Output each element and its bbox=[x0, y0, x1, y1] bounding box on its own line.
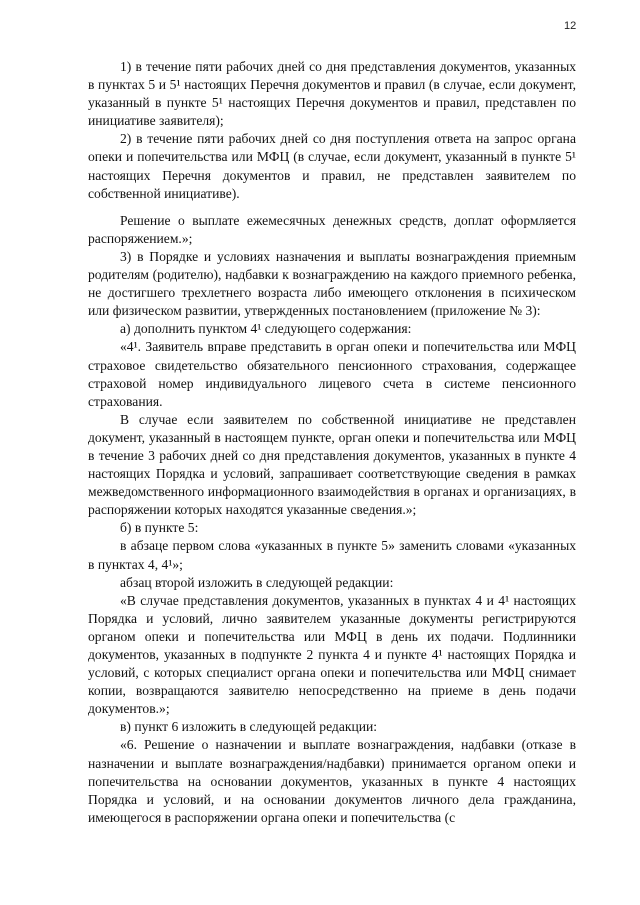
paragraph: абзац второй изложить в следующей редакции: bbox=[120, 574, 394, 590]
paragraph: 2) в течение пяти рабочих дней со дня поступления ответа на запрос органа опеки и попечительства или МФЦ (в случае, если документ, указанный в пункте 5¹ настоящих Перечня документов и правил, не представлен заявителем по собственной инициативе). bbox=[88, 131, 576, 201]
paragraph: Решение о выплате ежемесячных денежных средств, доплат оформляется распоряжением.»; bbox=[88, 212, 576, 246]
paragraph: 3) в Порядке и условиях назначения и выплаты вознаграждения приемным родителям (родителю), надбавки к вознаграждению на каждого приемного ребенка, не достигшего трехлетнего возраста либо имеющего отклонения в психическом или физическом развитии, утвержденных постановлением (приложение № 3): bbox=[88, 248, 576, 319]
paragraph: а) дополнить пунктом 4¹ следующего содержания: bbox=[120, 321, 412, 337]
paragraph: в) пункт 6 изложить в следующей редакции: bbox=[120, 719, 378, 735]
paragraph: в абзаце первом слова «указанных в пункте 5» заменить словами «указанных в пунктах 4, 4¹»; bbox=[88, 538, 576, 572]
paragraph: «В случае представления документов, указанных в пунктах 4 и 4¹ настоящих Порядка и условий, лично заявителем указанные документы регистрируются органом опеки и попечительства или МФЦ в день их подачи. Подлинники документов, указанных в подпункте 2 пункта 4 и пункте 4¹ настоящих Порядка и условий, с которых специалист органа опеки и попечительства или МФЦ снимает копии, возвращаются заявителю непосредственно на приеме в день подачи документов.»; bbox=[88, 592, 576, 717]
document-body bbox=[88, 58, 576, 827]
page-number: 12 bbox=[564, 20, 577, 32]
paragraph: б) в пункте 5: bbox=[120, 520, 199, 536]
paragraph: В случае если заявителем по собственной инициативе не представлен документ, указанный в настоящем пункте, орган опеки и попечительства или МФЦ в течение 3 рабочих дней со дня представления документов, указанных в пункте 4 настоящих Порядка и условий, запрашивает соответствующие сведения в рамках межведомственного информационного взаимодействия в органах и организациях, в распоряжении которых находятся указанные сведения.»; bbox=[88, 411, 576, 518]
paragraph: «6. Решение о назначении и выплате вознаграждения, надбавки (отказе в назначении и выплате вознаграждения/надбавки) принимается органом опеки и попечительства на основании документов, указанных в пункте 4 настоящих Порядка и условий, и на основании документов личного дела гражданина, имеющегося в распоряжении органа опеки и попечительства (с bbox=[88, 737, 576, 825]
paragraph: «4¹. Заявитель вправе представить в орган опеки и попечительства или МФЦ страховое свидетельство обязательного пенсионного страхования, содержащее страховой номер индивидуального лицевого счета в системе пенсионного страхования. bbox=[88, 339, 576, 409]
paragraph: 1) в течение пяти рабочих дней со дня представления документов, указанных в пунктах 5 и 5¹ настоящих Перечня документов и правил (в случае, если документ, указанный в пункте 5¹ настоящих Перечня документов и правил, представлен по инициативе заявителя); bbox=[88, 59, 576, 129]
